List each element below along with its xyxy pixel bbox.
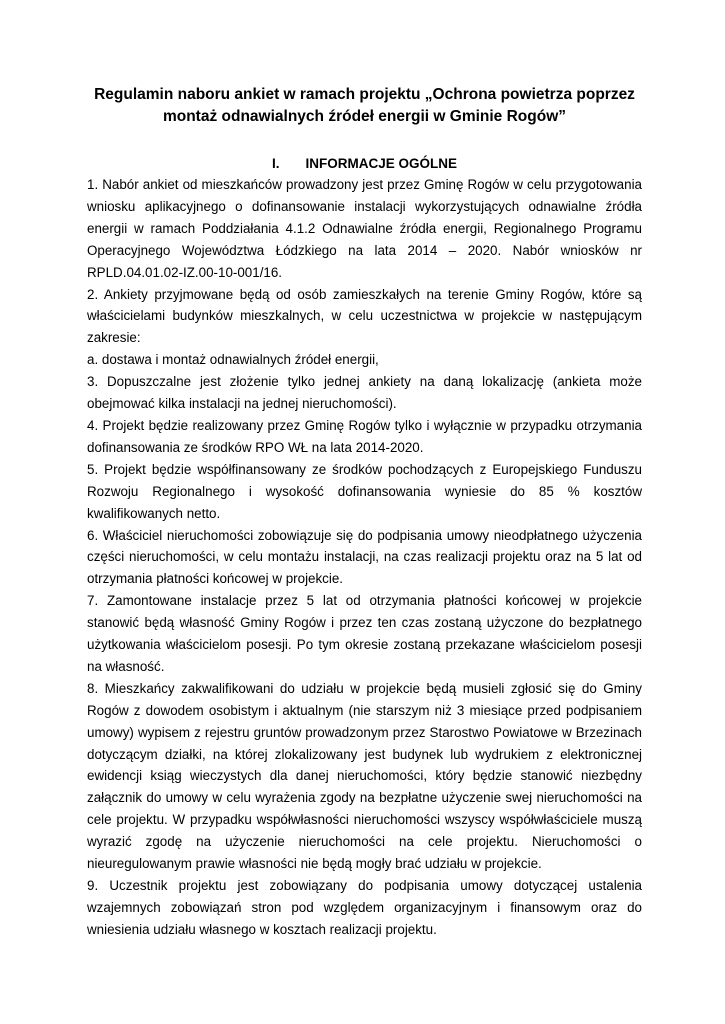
title-line-1: Regulamin naboru ankiet w ramach projektu „Ochrona powietrza poprzez — [94, 86, 635, 103]
paragraph-3: 3. Dopuszczalne jest złożenie tylko jednej ankiety na daną lokalizację (ankieta może obejmować kilka instalacji na jednej nieruchomości). — [87, 374, 642, 412]
paragraph-2: 2. Ankiety przyjmowane będą od osób zamieszkałych na terenie Gminy Rogów, które są właścicielami budynków mieszkalnych, w celu uczestnictwa w projekcie w następującym zakresie: — [87, 286, 642, 346]
section-title: INFORMACJE OGÓLNE — [305, 156, 458, 171]
paragraph-1: 1. Nabór ankiet od mieszkańców prowadzony jest przez Gminę Rogów w celu przygotowania wniosku aplikacyjnego o dofinansowanie instalacji wykorzystujących odnawialne źródła energii w ramach Poddziałania 4.1.2 Odnawialne źródła energii, Regionalnego Programu Operacyjnego Województwa Łódzkiego na lata 2014 – 2020. Nabór wniosków nr RPLD.04.01.02-IZ.00-10-001/16. — [87, 177, 642, 280]
section-number: I. — [271, 156, 280, 171]
paragraph-2a: a. dostawa i montaż odnawialnych źródeł energii, — [87, 352, 379, 368]
paragraph-8: 8. Mieszkańcy zakwalifikowani do udziału w projekcie będą musieli zgłosić się do Gminy Rogów z dowodem osobistym i aktualnym (nie starszym niż 3 miesiące przed podpisaniem umowy) wypisem z rejestru gruntów prowadzonym przez Starostwo Powiatowe w Brzezinach dotyczącym działki, na której zlokalizowany jest budynek lub wydrukiem z elektronicznej ewidencji ksiąg wieczystych dla danej nieruchomości, który będzie stanowić niezbędny załącznik do umowy w celu wyrażenia zgody na bezpłatne użyczenie swej nieruchomości na cele projektu. W przypadku współwłasności nieruchomości wszyscy współwłaściciele muszą wyrazić zgodę na użyczenie nieruchomości na cele projektu. Nieruchomości o nieuregulowanym prawie własności nie będą mogły brać udziału w projekcie. — [87, 680, 642, 872]
section-body — [87, 174, 642, 941]
title-line-2: montaż odnawialnych źródeł energii w Gminie Rogów” — [162, 108, 567, 125]
paragraph-7: 7. Zamontowane instalacje przez 5 lat od otrzymania płatności końcowej w projekcie stanowić będą własność Gminy Rogów i przez ten czas zostaną użyczone do bezpłatnego użytkowania właścicielom posesji. Po tym okresie zostaną przekazane właścicielom posesji na własność. — [87, 593, 642, 674]
document-title — [87, 84, 642, 128]
section-heading — [87, 154, 642, 174]
paragraph-6: 6. Właściciel nieruchomości zobowiązuje się do podpisania umowy nieodpłatnego użyczenia części nieruchomości, w celu montażu instalacji, na czas realizacji projektu oraz na 5 lat od otrzymania płatności końcowej w projekcie. — [87, 527, 642, 587]
document-content — [87, 84, 642, 941]
paragraph-5: 5. Projekt będzie współfinansowany ze środków pochodzących z Europejskiego Funduszu Rozwoju Regionalnego i wysokość dofinansowania wyniesie do 85 % kosztów kwalifikowanych netto. — [87, 461, 642, 521]
paragraph-4: 4. Projekt będzie realizowany przez Gminę Rogów tylko i wyłącznie w przypadku otrzymania dofinansowania ze środków RPO WŁ na lata 2014-2020. — [87, 417, 642, 455]
paragraph-9: 9. Uczestnik projektu jest zobowiązany do podpisania umowy dotyczącej ustalenia wzajemnych zobowiązań stron pod względem organizacyjnym i finansowym oraz do wniesienia udziału własnego w kosztach realizacji projektu. — [87, 878, 642, 937]
